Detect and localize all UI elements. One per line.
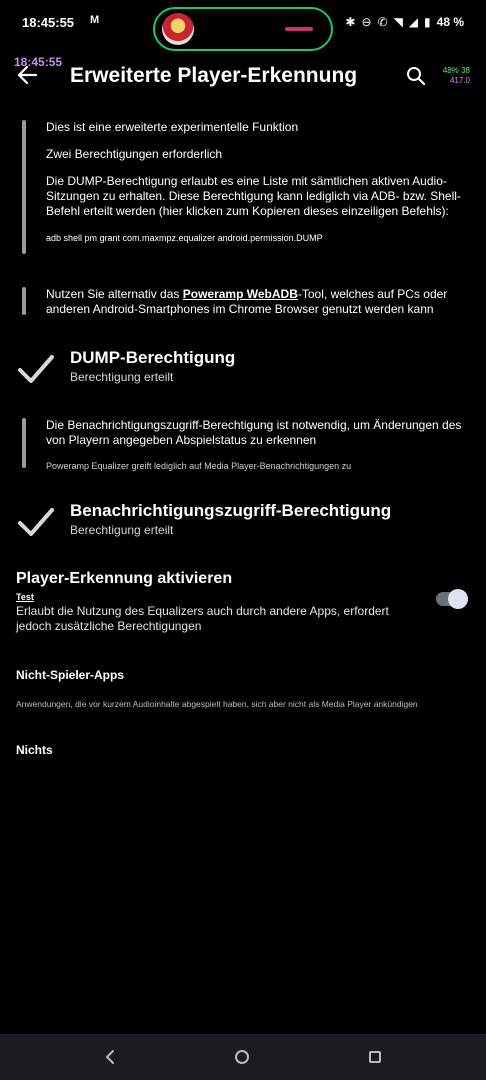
app-notification-icon: M <box>90 14 100 26</box>
album-art <box>162 13 194 45</box>
player-detection-setting[interactable] <box>16 570 476 634</box>
info-text <box>46 120 464 258</box>
info-block-notification <box>22 416 462 471</box>
checkmark-icon <box>16 505 56 539</box>
notification-permission-row[interactable] <box>16 501 476 549</box>
non-player-apps-title: Nicht-Spieler-Apps <box>16 668 125 682</box>
info-line-experimental: Dies ist eine erweiterte experimentelle Funktion <box>46 120 299 134</box>
nav-recents-icon[interactable] <box>369 1051 381 1063</box>
player-detection-desc: Erlaubt die Nutzung des Equalizers auch durch andere Apps, erfordert jedoch zusätzliche Berechtigungen <box>16 604 389 633</box>
waveform-icon <box>285 27 313 31</box>
status-icons <box>345 15 464 29</box>
mini-stats-line1: 48% 38 <box>442 66 470 75</box>
notification-note: Poweramp Equalizer greift lediglich auf Media Player-Benachrichtigungen zu <box>46 461 352 471</box>
dump-permission-title: DUMP-Berechtigung <box>70 348 236 367</box>
info-bar <box>22 418 26 468</box>
player-detection-title: Player-Erkennung aktivieren <box>16 570 233 587</box>
info-text <box>46 287 464 317</box>
wifi-icon: ◥ <box>393 15 403 29</box>
info-block-dump[interactable] <box>22 118 462 258</box>
bluetooth-icon: ✱ <box>345 15 356 29</box>
nav-back-icon[interactable] <box>103 1049 117 1065</box>
call-icon: ✆ <box>377 15 388 29</box>
nav-home-icon[interactable] <box>235 1050 249 1064</box>
info-text <box>46 418 464 484</box>
mini-stats-line2: 417.0 <box>449 76 470 85</box>
player-detection-toggle[interactable] <box>436 592 468 606</box>
webadb-link[interactable]: Poweramp WebADB <box>182 287 298 301</box>
notification-desc: Die Benachrichtigungszugriff-Berechtigung ist notwendig, um Änderungen des von Playern angegeben Abspielstatus zu erkennen <box>46 418 462 447</box>
toggle-knob <box>448 589 468 609</box>
dnd-icon: ⊖ <box>361 15 372 29</box>
test-badge: Test <box>16 592 34 602</box>
notification-permission-title: Benachrichtigungszugriff-Berechtigung <box>70 501 392 520</box>
navigation-bar <box>0 1034 486 1080</box>
webadb-prefix: Nutzen Sie alternativ das <box>46 287 183 301</box>
non-player-apps-empty: Nichts <box>16 743 53 757</box>
info-line-permissions: Zwei Berechtigungen erforderlich <box>46 147 223 161</box>
battery-icon: ▮ <box>424 15 431 29</box>
dump-permission-row[interactable] <box>16 348 476 396</box>
status-bar <box>0 0 486 50</box>
info-bar <box>22 120 26 254</box>
adb-command[interactable]: adb shell pm grant com.maxmpz.equalizer android.permission.DUMP <box>46 233 323 243</box>
signal-icon: ◢ <box>408 15 419 29</box>
page-title: Erweiterte Player-Erkennung <box>70 64 358 87</box>
notification-permission-status: Berechtigung erteilt <box>70 523 174 537</box>
media-island[interactable] <box>153 7 333 51</box>
battery-level: 48 % <box>436 15 464 29</box>
checkmark-icon <box>16 352 56 386</box>
overlay-time: 18:45:55 <box>14 55 63 69</box>
info-block-webadb <box>22 285 462 319</box>
search-icon[interactable] <box>406 66 426 86</box>
mini-stats-overlay <box>428 66 470 86</box>
webadb-suffix: -Tool, welches auf PCs oder anderen Android-Smartphones im Chrome Browser genutzt werden kann <box>46 287 448 316</box>
status-time: 18:45:55 <box>22 15 75 30</box>
back-arrow-icon[interactable] <box>16 64 38 86</box>
info-line-dump-desc: Die DUMP-Berechtigung erlaubt es eine Liste mit sämtlichen aktiven Audio-Sitzungen zu erhalten. Diese Berechtigung kann lediglich via ADB- bzw. Shell-Befehl erteilt werden (hier klicken zum Kopieren dieses einzeiligen Befehls): <box>46 174 461 218</box>
info-bar <box>22 287 26 315</box>
dump-permission-status: Berechtigung erteilt <box>70 370 174 384</box>
non-player-apps-desc: Anwendungen, die vor kurzem Audioinhalte abgespielt haben, sich aber nicht als Media Player ankündigen <box>16 699 418 709</box>
